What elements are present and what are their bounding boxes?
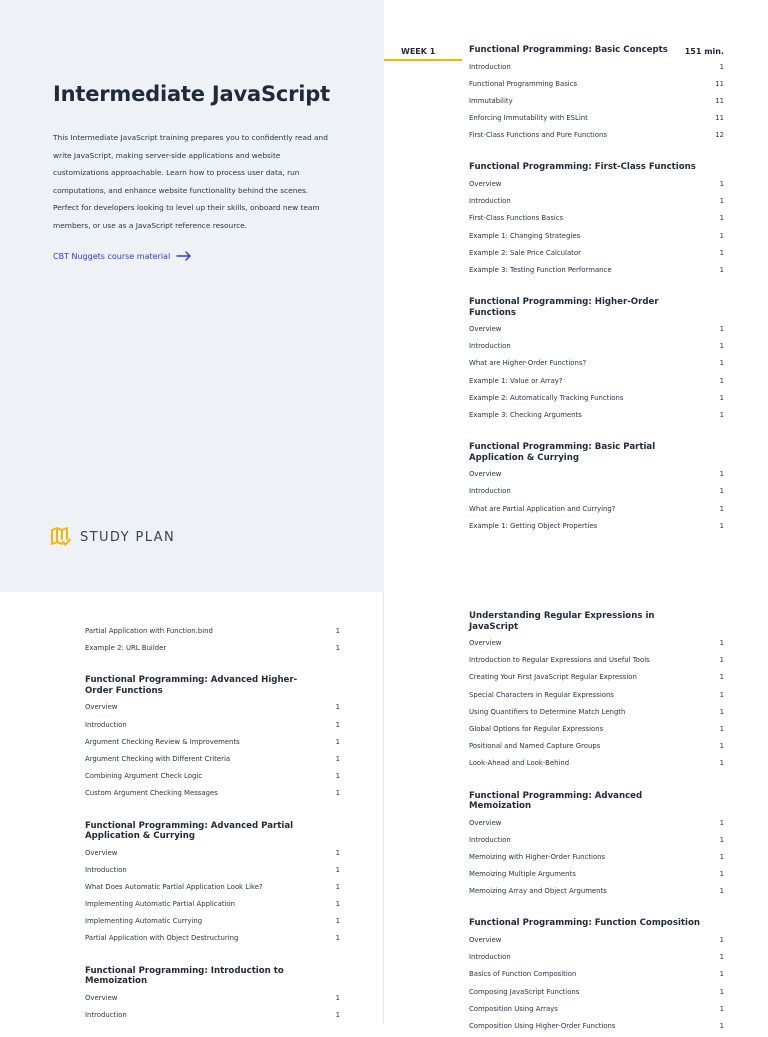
lesson-title: Introduction xyxy=(469,953,511,962)
course-intro-panel xyxy=(0,0,384,592)
lesson-title: Example 3: Checking Arguments xyxy=(469,411,582,419)
lesson-minutes: 1 xyxy=(719,673,724,682)
lesson-minutes: 1 xyxy=(719,376,724,385)
lesson-title: Using Quantifiers to Determine Match Length xyxy=(469,707,626,716)
lesson-row xyxy=(85,992,340,1009)
lesson-title: Overview xyxy=(85,993,118,1002)
section-title: Understanding Regular Expressions in JavaScript xyxy=(469,611,655,632)
lesson-minutes: 1 xyxy=(719,870,724,879)
lesson-row xyxy=(469,723,724,740)
lesson-title: What are Higher-Order Functions? xyxy=(469,359,587,368)
lesson-row xyxy=(469,834,724,851)
lesson-minutes: 1 xyxy=(719,231,724,240)
lesson-title: Overview xyxy=(469,179,502,188)
lesson-minutes: 1 xyxy=(335,900,340,909)
lesson-title: Introduction to Regular Expressions and Useful Tools xyxy=(469,656,650,665)
lesson-minutes: 1 xyxy=(719,393,724,402)
lesson-minutes: 1 xyxy=(335,789,340,798)
lesson-row xyxy=(85,847,340,864)
lesson-row xyxy=(469,485,724,502)
lesson-row xyxy=(469,851,724,868)
lesson-row xyxy=(469,520,724,537)
lesson-row xyxy=(469,1020,724,1037)
section-title: Functional Programming: First-Class Functions xyxy=(469,162,696,173)
lesson-row xyxy=(469,986,724,1003)
lesson-minutes: 1 xyxy=(719,852,724,861)
lesson-row xyxy=(469,868,724,885)
lesson-minutes: 1 xyxy=(719,325,724,334)
lesson-minutes: 1 xyxy=(719,1021,724,1030)
lesson-minutes: 1 xyxy=(719,470,724,479)
week-label: WEEK 1 xyxy=(401,47,436,56)
section-title: Functional Programming: Higher-Order Functions xyxy=(469,297,659,318)
lesson-title: Look-Ahead and Look-Behind xyxy=(469,759,570,768)
lesson-title: Introduction xyxy=(469,62,511,71)
lesson-minutes: 12 xyxy=(715,131,724,140)
lesson-title: Functional Programming Basics xyxy=(469,79,578,88)
lesson-minutes: 11 xyxy=(715,79,724,88)
lesson-row xyxy=(469,409,724,426)
lesson-minutes: 1 xyxy=(719,742,724,751)
lesson-minutes: 1 xyxy=(719,639,724,647)
lesson-row xyxy=(85,1009,340,1026)
lesson-minutes: 1 xyxy=(719,656,724,665)
lesson-row xyxy=(469,671,724,688)
section-title: Functional Programming: Advanced Memoization xyxy=(469,790,643,811)
lesson-title: Enforcing Immutability with ESLint xyxy=(469,114,588,123)
lesson-title: Memoizing with Higher-Order Functions xyxy=(469,852,606,861)
lesson-minutes: 1 xyxy=(335,720,340,729)
lesson-title: Overview xyxy=(85,848,118,857)
lesson-row xyxy=(85,642,340,659)
lesson-row xyxy=(469,757,724,774)
section-title: Functional Programming: Basic Partial Application & Currying xyxy=(469,442,656,463)
lesson-title: Implementing Automatic Currying xyxy=(85,917,203,926)
lesson-title: Example 3: Testing Function Performance xyxy=(469,265,612,274)
lesson-minutes: 1 xyxy=(719,504,724,513)
lesson-minutes: 1 xyxy=(719,1004,724,1013)
lesson-column-bottom-right xyxy=(469,611,724,1037)
lesson-title: Introduction xyxy=(85,1010,127,1019)
lesson-minutes: 1 xyxy=(719,759,724,768)
lesson-row xyxy=(469,112,724,129)
lesson-row xyxy=(85,770,340,787)
lesson-minutes: 1 xyxy=(335,737,340,746)
lesson-title: First-Class Functions and Pure Functions xyxy=(469,131,607,140)
lesson-minutes: 1 xyxy=(719,953,724,962)
lesson-row xyxy=(469,740,724,757)
course-material-link[interactable] xyxy=(53,251,192,261)
lesson-title: Combining Argument Check Logic xyxy=(85,772,203,781)
lesson-row xyxy=(469,78,724,95)
lesson-title: Immutability xyxy=(469,96,513,105)
lesson-column-top-right xyxy=(469,45,724,537)
lesson-row xyxy=(85,932,340,949)
lesson-row xyxy=(469,61,724,78)
lesson-title: Memoizing Multiple Arguments xyxy=(469,870,576,879)
lesson-minutes: 1 xyxy=(335,627,340,635)
lesson-row xyxy=(469,230,724,247)
lesson-minutes: 1 xyxy=(719,179,724,188)
section-title: Functional Programming: Function Composition xyxy=(469,918,700,929)
lesson-title: Composing JavaScript Functions xyxy=(469,987,580,996)
lesson-row xyxy=(469,95,724,112)
lesson-row xyxy=(469,706,724,723)
lesson-title: Composition Using Higher-Order Functions xyxy=(469,1021,616,1030)
lesson-row xyxy=(469,375,724,392)
lesson-minutes: 1 xyxy=(719,265,724,274)
lesson-title: Memoizing Array and Object Arguments xyxy=(469,887,607,896)
lesson-row xyxy=(469,951,724,968)
lesson-minutes: 1 xyxy=(335,644,340,653)
lesson-minutes: 1 xyxy=(719,935,724,944)
lesson-title: Example 1: Changing Strategies xyxy=(469,231,581,240)
lesson-title: Argument Checking with Different Criteria xyxy=(85,754,231,763)
lesson-title: Example 1: Getting Object Properties xyxy=(469,521,598,530)
lesson-row xyxy=(469,264,724,281)
lesson-minutes: 1 xyxy=(335,754,340,763)
lesson-row xyxy=(469,323,724,340)
lesson-minutes: 1 xyxy=(719,690,724,699)
lesson-row xyxy=(85,915,340,932)
lesson-row xyxy=(85,881,340,898)
map-check-icon xyxy=(50,527,72,547)
lesson-title: First-Class Functions Basics xyxy=(469,214,564,223)
lesson-minutes: 1 xyxy=(719,818,724,827)
lesson-title: Basics of Function Composition xyxy=(469,970,577,979)
lesson-row xyxy=(469,357,724,374)
lesson-minutes: 1 xyxy=(719,987,724,996)
lesson-row xyxy=(469,212,724,229)
lesson-title: Introduction xyxy=(469,197,511,206)
lesson-title: Special Characters in Regular Expressions xyxy=(469,690,614,699)
lesson-minutes: 1 xyxy=(335,993,340,1002)
lesson-row xyxy=(85,625,340,642)
lesson-title: Overview xyxy=(85,703,118,712)
lesson-minutes: 1 xyxy=(719,342,724,351)
lesson-minutes: 1 xyxy=(719,197,724,206)
lesson-minutes: 1 xyxy=(719,359,724,368)
lesson-minutes: 1 xyxy=(719,62,724,71)
lesson-title: Positional and Named Capture Groups xyxy=(469,742,601,751)
lesson-title: Composition Using Arrays xyxy=(469,1004,558,1013)
lesson-title: Partial Application with Function.bind xyxy=(85,627,213,635)
section-title: Functional Programming: Advanced Higher-Order Functions xyxy=(85,675,298,696)
study-plan-label: STUDY PLAN xyxy=(80,529,176,545)
lesson-minutes: 1 xyxy=(335,1010,340,1019)
column-divider xyxy=(383,592,384,1024)
lesson-title: Introduction xyxy=(85,865,127,874)
lesson-row xyxy=(469,817,724,834)
lesson-minutes: 1 xyxy=(719,970,724,979)
lesson-title: Overview xyxy=(469,325,502,334)
course-title: Intermediate JavaScript xyxy=(53,82,330,106)
lesson-row xyxy=(469,968,724,985)
lesson-minutes: 1 xyxy=(719,521,724,530)
lesson-minutes: 1 xyxy=(719,248,724,257)
lesson-title: Partial Application with Object Destructuring xyxy=(85,934,239,943)
course-description: This Intermediate JavaScript training prepares you to confidently read and write JavaScript, making server-side applications and website customizations approachable. Learn how to process user data, run computations, and enhance website functionality behind the scenes. Perfect for developers looking to level up their skills, onboard new team members, or use as a JavaScript reference resource. xyxy=(53,133,328,230)
lesson-minutes: 1 xyxy=(335,848,340,857)
lesson-row xyxy=(469,637,724,654)
lesson-minutes: 1 xyxy=(335,772,340,781)
lesson-row xyxy=(469,654,724,671)
lesson-title: Example 1: Value or Array? xyxy=(469,376,563,385)
lesson-minutes: 11 xyxy=(715,96,724,105)
study-plan-badge xyxy=(50,527,175,547)
lesson-title: Overview xyxy=(469,470,502,479)
lesson-title: Example 2: Automatically Tracking Functions xyxy=(469,393,624,402)
lesson-title: Introduction xyxy=(469,342,511,351)
lesson-minutes: 1 xyxy=(719,707,724,716)
lesson-row xyxy=(469,178,724,195)
lesson-title: Global Options for Regular Expressions xyxy=(469,724,604,733)
lesson-title: Implementing Automatic Partial Application xyxy=(85,900,236,909)
lesson-minutes: 1 xyxy=(335,917,340,926)
lesson-title: Introduction xyxy=(469,835,511,844)
arrow-right-icon xyxy=(176,251,192,261)
lesson-title: Example 2: Sale Price Calculator xyxy=(469,248,581,257)
lesson-row xyxy=(469,885,724,902)
lesson-column-bottom-left xyxy=(85,625,340,1026)
lesson-title: Creating Your First JavaScript Regular Expression xyxy=(469,673,637,682)
lesson-minutes: 11 xyxy=(715,114,724,123)
lesson-minutes: 1 xyxy=(335,703,340,712)
lesson-minutes: 1 xyxy=(719,214,724,223)
lesson-title: Introduction xyxy=(469,487,511,496)
lesson-title: Example 2: URL Builder xyxy=(85,644,167,653)
lesson-minutes: 1 xyxy=(719,887,724,896)
lesson-row xyxy=(469,195,724,212)
lesson-row xyxy=(469,468,724,485)
lesson-row xyxy=(85,736,340,753)
lesson-row xyxy=(469,340,724,357)
lesson-title: Introduction xyxy=(85,720,127,729)
lesson-row xyxy=(469,129,724,146)
lesson-row xyxy=(469,1003,724,1020)
week-minutes: 151 min. xyxy=(684,47,724,56)
lesson-minutes: 1 xyxy=(719,487,724,496)
lesson-minutes: 1 xyxy=(719,411,724,419)
lesson-row xyxy=(85,787,340,804)
lesson-title: Overview xyxy=(469,639,502,647)
lesson-minutes: 1 xyxy=(335,934,340,943)
section-title: Functional Programming: Advanced Partial Application & Currying xyxy=(85,820,294,841)
lesson-title: Custom Argument Checking Messages xyxy=(85,789,218,798)
lesson-row xyxy=(469,934,724,951)
lesson-title: Argument Checking Review & Improvements xyxy=(85,737,240,746)
lesson-row xyxy=(469,247,724,264)
lesson-row xyxy=(85,719,340,736)
section-title: Functional Programming: Introduction to Memoization xyxy=(85,965,284,987)
lesson-minutes: 1 xyxy=(335,882,340,891)
lesson-minutes: 1 xyxy=(335,865,340,874)
lesson-row xyxy=(469,503,724,520)
lesson-row xyxy=(469,689,724,706)
lesson-title: Overview xyxy=(469,818,502,827)
lesson-title: What are Partial Application and Currying? xyxy=(469,504,616,513)
lesson-title: Overview xyxy=(469,935,502,944)
lesson-row xyxy=(85,753,340,770)
lesson-minutes: 1 xyxy=(719,835,724,844)
lesson-row xyxy=(85,701,340,718)
lesson-title: What Does Automatic Partial Application Look Like? xyxy=(85,882,263,891)
lesson-row xyxy=(85,864,340,881)
lesson-minutes: 1 xyxy=(719,724,724,733)
lesson-row xyxy=(85,898,340,915)
section-title: Functional Programming: Basic Concepts xyxy=(469,45,668,55)
course-material-link-label: CBT Nuggets course material xyxy=(53,251,171,261)
lesson-row xyxy=(469,392,724,409)
